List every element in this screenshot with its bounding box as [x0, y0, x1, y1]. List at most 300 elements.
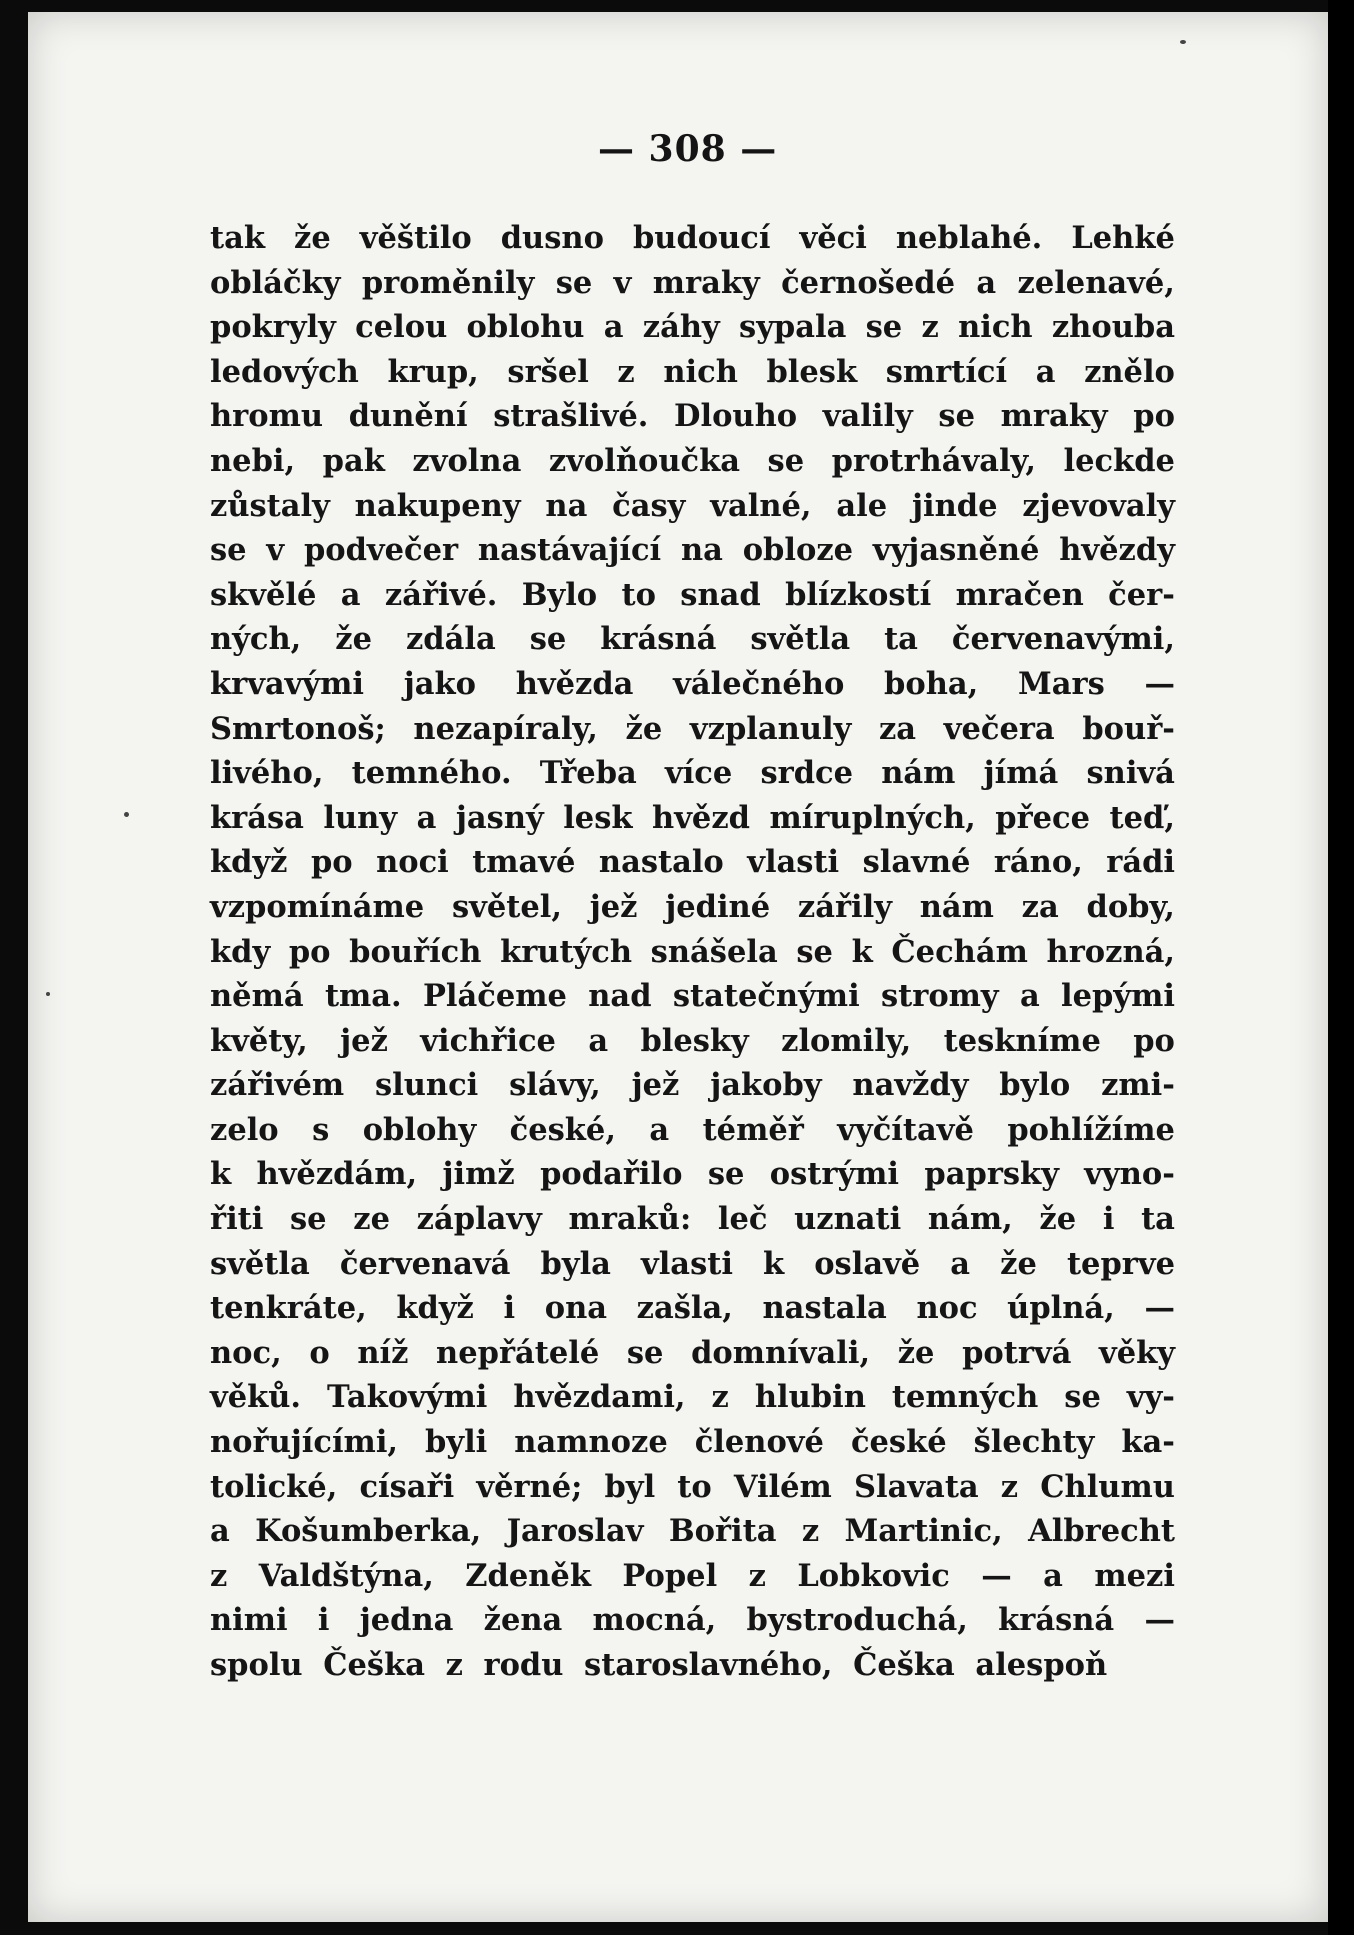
word: jež: [340, 1022, 388, 1059]
word: Bylo: [521, 576, 598, 613]
word: bystroduchá,: [746, 1602, 968, 1639]
word: nimi: [210, 1602, 288, 1639]
word: Popel: [622, 1557, 718, 1594]
word: podvečer: [303, 532, 459, 569]
word: jež: [631, 1067, 680, 1104]
word: téměř: [702, 1111, 804, 1148]
word: pak: [322, 442, 385, 479]
word: leckde: [1063, 442, 1175, 479]
word: vy-: [1126, 1379, 1175, 1416]
word: zašla,: [636, 1290, 733, 1327]
word: k: [210, 1156, 232, 1193]
word: Valdštýna,: [258, 1557, 434, 1594]
word: lesk: [563, 799, 633, 836]
word: hromu: [210, 398, 324, 435]
word: že: [335, 621, 372, 658]
word: válečného: [673, 665, 845, 702]
text-line: [210, 1465, 1175, 1510]
word: vyno-: [1084, 1156, 1175, 1193]
word: ta: [1141, 1201, 1175, 1238]
word: že: [897, 1334, 935, 1371]
text-line: [210, 885, 1175, 930]
text-line: [210, 1286, 1175, 1331]
word: nebi,: [210, 442, 296, 479]
word: a: [603, 309, 624, 346]
word: Jaroslav: [506, 1513, 644, 1550]
word: teskníme: [943, 1022, 1101, 1059]
text-line: [210, 305, 1175, 350]
word: —: [1144, 665, 1175, 702]
word: a: [950, 1245, 971, 1282]
text-line: [210, 617, 1175, 662]
word: byli: [425, 1424, 488, 1461]
word: mraky: [652, 264, 760, 301]
word: —: [1144, 1602, 1175, 1639]
word: vyjasněné: [872, 532, 1040, 569]
word: blesk: [766, 353, 858, 390]
word: ka-: [1121, 1424, 1175, 1461]
word: na: [545, 487, 588, 524]
word: o: [309, 1334, 330, 1371]
word: členové: [694, 1424, 824, 1461]
word: boha,: [884, 665, 979, 702]
word: mezi: [1094, 1557, 1175, 1594]
text-line: [210, 1242, 1175, 1287]
word: mocná,: [592, 1602, 717, 1639]
word: paprsky: [924, 1156, 1059, 1193]
word: ných,: [210, 621, 302, 658]
word: hrozná,: [1046, 933, 1175, 970]
word: pohlížíme: [1007, 1111, 1175, 1148]
word: mraků:: [568, 1201, 692, 1238]
word: přece: [995, 799, 1091, 836]
word: jediné: [665, 888, 771, 925]
word: věrné;: [476, 1468, 583, 1505]
text-line: [210, 974, 1175, 1019]
word: záplavy: [416, 1201, 542, 1238]
word: blesky: [640, 1022, 749, 1059]
word: snad: [680, 576, 761, 613]
text-line: [210, 1197, 1175, 1242]
word: Košumberka,: [255, 1513, 482, 1550]
word: a: [976, 264, 997, 301]
word: noc: [916, 1290, 978, 1327]
word: lepými: [1061, 978, 1175, 1015]
text-line: [210, 707, 1175, 752]
word: namnoze: [514, 1424, 668, 1461]
word: v: [613, 264, 632, 301]
word: to: [677, 1468, 712, 1505]
word: červenavá: [339, 1245, 511, 1282]
word: nich: [663, 353, 738, 390]
word: Čechám: [891, 933, 1028, 970]
word: světla: [750, 621, 851, 658]
word: Lehké: [1071, 220, 1175, 256]
word: leč: [717, 1201, 768, 1238]
text-line: [210, 439, 1175, 484]
word: žena: [483, 1602, 563, 1639]
word: krutých: [500, 933, 633, 970]
word: se: [210, 532, 247, 569]
word: se: [796, 933, 833, 970]
word: věštilo: [359, 220, 472, 256]
word: tmavé: [472, 844, 576, 881]
word: noc,: [210, 1334, 282, 1371]
word: i: [1102, 1201, 1115, 1238]
word: blízkostí: [785, 576, 932, 613]
word: Smrtonoš;: [210, 710, 386, 747]
word: rádi: [1106, 844, 1175, 881]
word: hvězdám,: [256, 1156, 418, 1193]
word: z: [711, 1379, 729, 1416]
word: zářivém: [210, 1067, 345, 1104]
word: vyčítavě: [837, 1111, 974, 1148]
word: sypala: [739, 309, 847, 346]
word: a: [340, 576, 361, 613]
word: se: [1064, 1379, 1101, 1416]
word: —: [981, 1557, 1012, 1594]
text-line: [210, 573, 1175, 618]
word: němá: [210, 978, 304, 1015]
word: po: [1133, 1022, 1175, 1059]
word: a: [1019, 978, 1040, 1015]
word: —: [1144, 1290, 1175, 1327]
scan-border: [1328, 0, 1354, 1935]
word: smrtící: [885, 353, 1008, 390]
word: Třeba: [539, 755, 637, 792]
word: podařilo: [540, 1156, 683, 1193]
word: zářivé.: [384, 576, 498, 613]
word: z: [1000, 1468, 1019, 1505]
word: když: [210, 844, 288, 881]
word: temného.: [351, 755, 512, 792]
word: potrvá: [962, 1334, 1072, 1371]
word: zelenavé,: [1017, 264, 1175, 301]
word: stromy: [880, 978, 999, 1015]
word: proměnily: [361, 264, 535, 301]
word: Zdeněk: [465, 1557, 591, 1594]
text-line: [210, 751, 1175, 796]
word: krása: [210, 799, 304, 836]
word: časy: [612, 487, 686, 524]
word: Chlumu: [1040, 1468, 1175, 1505]
word: ona: [544, 1290, 608, 1327]
word: ze: [353, 1201, 390, 1238]
text-line: [210, 528, 1175, 573]
word: šlechty: [973, 1424, 1095, 1461]
page-number: — 308 —: [598, 128, 778, 170]
text-line: [210, 662, 1175, 707]
word: slavné: [862, 844, 971, 881]
word: vichřice: [420, 1022, 556, 1059]
text-line: [210, 1554, 1175, 1599]
word: oslavě: [814, 1245, 921, 1282]
word: a: [416, 799, 437, 836]
text-line: [210, 1152, 1175, 1197]
word: červenavými,: [951, 621, 1175, 658]
word: se: [767, 442, 805, 479]
word: níž: [357, 1334, 409, 1371]
word: Pláčeme: [423, 978, 567, 1015]
text-line: [210, 1598, 1175, 1643]
word: světel,: [451, 888, 562, 925]
word: statečnými: [672, 978, 860, 1015]
word: nastala: [762, 1290, 887, 1327]
word: z: [801, 1513, 820, 1550]
word: obláčky: [210, 264, 341, 301]
word: nořujícími,: [210, 1424, 399, 1461]
word: hvězdami,: [513, 1379, 686, 1416]
word: se: [626, 1334, 664, 1371]
word: hvězda: [515, 665, 634, 702]
word: slunci: [374, 1067, 479, 1104]
word: záhy: [642, 309, 720, 346]
word: skvělé: [210, 576, 317, 613]
word: věky: [1099, 1334, 1175, 1371]
word: se: [938, 398, 975, 435]
word: kdy: [210, 933, 271, 970]
word: zmi-: [1101, 1067, 1175, 1104]
word: s: [312, 1111, 330, 1148]
word: oblohu: [466, 309, 585, 346]
text-line: [210, 1108, 1175, 1153]
word: z: [617, 353, 635, 390]
word: a: [649, 1111, 670, 1148]
word: tma.: [324, 978, 402, 1015]
word: mraky: [1000, 398, 1108, 435]
word: se: [555, 264, 593, 301]
word: znělo: [1084, 353, 1175, 390]
word: tolické,: [210, 1468, 338, 1505]
word: zvolna: [412, 442, 522, 479]
word: z: [748, 1557, 766, 1594]
word: nad: [588, 978, 652, 1015]
word: tak: [210, 220, 265, 256]
word: ledových: [210, 353, 359, 390]
word: Slavata: [853, 1468, 979, 1505]
word: jímá: [983, 755, 1059, 792]
word: to: [621, 576, 656, 613]
word: temných: [891, 1379, 1039, 1416]
word: zjevovaly: [1022, 487, 1175, 524]
word: Lobkovic: [797, 1557, 950, 1594]
word: vzpomínáme: [210, 888, 425, 925]
word: Dlouho: [674, 398, 798, 435]
word: světla: [210, 1245, 310, 1282]
word: více: [665, 755, 733, 792]
word: že: [294, 220, 331, 256]
word: bouř-: [1082, 710, 1175, 747]
word: krup,: [387, 353, 479, 390]
word: tenkráte,: [210, 1290, 367, 1327]
word: v: [266, 532, 285, 569]
word: míruplných,: [769, 799, 976, 836]
word: Mars: [1017, 665, 1105, 702]
word: večera: [943, 710, 1055, 747]
word: vlasti: [747, 844, 840, 881]
word: neblahé.: [895, 220, 1043, 256]
word: a: [588, 1022, 609, 1059]
word: doby,: [1086, 888, 1175, 925]
word: dunění: [348, 398, 468, 435]
word: nastávající: [477, 532, 662, 569]
paper-speck: [46, 992, 50, 996]
text-line: [210, 1063, 1175, 1108]
word: Bořita: [668, 1513, 777, 1550]
word: se: [707, 1156, 745, 1193]
paper-speck: [1180, 40, 1186, 44]
text-line: [210, 216, 1175, 261]
word: vlasti: [641, 1245, 733, 1282]
word: z: [921, 309, 939, 346]
word: nám,: [927, 1201, 1013, 1238]
text-line: [210, 350, 1175, 395]
word: ostrými: [769, 1156, 900, 1193]
word: nastalo: [598, 844, 724, 881]
text-line: spolu Češka z rodu staroslavného, Češka alespoň: [210, 1647, 1108, 1683]
word: že: [1039, 1201, 1077, 1238]
word: oblohy: [362, 1111, 477, 1148]
word: zelo: [210, 1111, 279, 1148]
word: luny: [323, 799, 398, 836]
word: budoucí: [632, 220, 771, 256]
word: Albrecht: [1028, 1513, 1175, 1550]
word: srdce: [760, 755, 854, 792]
word: jež: [589, 888, 638, 925]
text-line: [210, 930, 1175, 975]
word: slávy,: [509, 1067, 601, 1104]
word: i: [503, 1290, 516, 1327]
text-line: [210, 1420, 1175, 1465]
body-text: [210, 216, 1175, 1688]
word: protrhávaly,: [831, 442, 1036, 479]
word: za: [878, 710, 917, 747]
word: po: [310, 844, 353, 881]
word: celou: [355, 309, 448, 346]
word: k: [851, 933, 873, 970]
word: ráno,: [993, 844, 1083, 881]
word: a: [1035, 353, 1056, 390]
word: krásná: [600, 621, 717, 658]
word: valné,: [710, 487, 812, 524]
word: z: [210, 1557, 228, 1594]
word: se: [865, 309, 903, 346]
word: zdála: [405, 621, 496, 658]
word: úplná,: [1007, 1290, 1115, 1327]
word: zhouba: [1051, 309, 1175, 346]
word: i: [317, 1602, 330, 1639]
word: mračen: [955, 576, 1084, 613]
word: jedna: [359, 1602, 454, 1639]
word: ale: [836, 487, 888, 524]
word: livého,: [210, 755, 324, 792]
word: vzplanuly: [689, 710, 852, 747]
text-line: [210, 1019, 1175, 1064]
word: zářily: [797, 888, 892, 925]
word: teď,: [1109, 799, 1175, 836]
word: Takovými: [327, 1379, 488, 1416]
word: strašlivé.: [493, 398, 649, 435]
word: zlomily,: [781, 1022, 912, 1059]
word: že: [1000, 1245, 1037, 1282]
word: nám: [881, 755, 956, 792]
word: valily: [822, 398, 913, 435]
word: zvolňoučka: [548, 442, 741, 479]
word: řiti: [210, 1201, 264, 1238]
word: věci: [799, 220, 867, 256]
word: jimž: [442, 1156, 515, 1193]
word: krásná: [998, 1602, 1115, 1639]
word: že: [625, 710, 663, 747]
text-line: [210, 1375, 1175, 1420]
word: Martinic,: [844, 1513, 1003, 1550]
word: černošedé: [781, 264, 955, 301]
word: jasný: [455, 799, 544, 836]
word: sršel: [507, 353, 589, 390]
word: snášela: [650, 933, 778, 970]
word: snivá: [1086, 755, 1175, 792]
word: věků.: [210, 1379, 302, 1416]
paper-speck: [124, 812, 129, 817]
word: po: [288, 933, 331, 970]
word: navždy: [852, 1067, 969, 1104]
word: uznati: [794, 1201, 902, 1238]
word: a: [210, 1513, 230, 1550]
word: hvězd: [652, 799, 750, 836]
word: teprve: [1066, 1245, 1175, 1282]
word: k: [763, 1245, 785, 1282]
word: nezapíraly,: [413, 710, 598, 747]
word: Vilém: [733, 1468, 832, 1505]
word: nám: [919, 888, 994, 925]
word: bylo: [999, 1067, 1071, 1104]
word: byl: [604, 1468, 656, 1505]
word: po: [1133, 398, 1175, 435]
word: pokryly: [210, 309, 336, 346]
word: nich: [958, 309, 1033, 346]
word: nakupeny: [354, 487, 521, 524]
word: čer-: [1108, 576, 1175, 613]
word: se: [529, 621, 567, 658]
word: obloze: [742, 532, 854, 569]
word: jinde: [911, 487, 998, 524]
word: hlubin: [754, 1379, 866, 1416]
text-line: [210, 1331, 1175, 1376]
text-line: [210, 394, 1175, 439]
word: byla: [540, 1245, 611, 1282]
word: domnívali,: [691, 1334, 871, 1371]
word: české: [850, 1424, 947, 1461]
word: zůstaly: [210, 487, 330, 524]
word: a: [1043, 1557, 1063, 1594]
word: dusno: [500, 220, 604, 256]
text-line: [210, 261, 1175, 306]
word: ta: [884, 621, 918, 658]
word: jakoby: [710, 1067, 822, 1104]
word: české,: [509, 1111, 616, 1148]
word: za: [1021, 888, 1059, 925]
word: krvavými: [210, 665, 364, 702]
text-line: [210, 484, 1175, 529]
word: na: [680, 532, 723, 569]
word: nepřátelé: [436, 1334, 600, 1371]
word: když: [396, 1290, 474, 1327]
word: květy,: [210, 1022, 308, 1059]
text-line: [210, 1509, 1175, 1554]
text-line: [210, 840, 1175, 885]
word: se: [290, 1201, 327, 1238]
word: bouřích: [349, 933, 482, 970]
